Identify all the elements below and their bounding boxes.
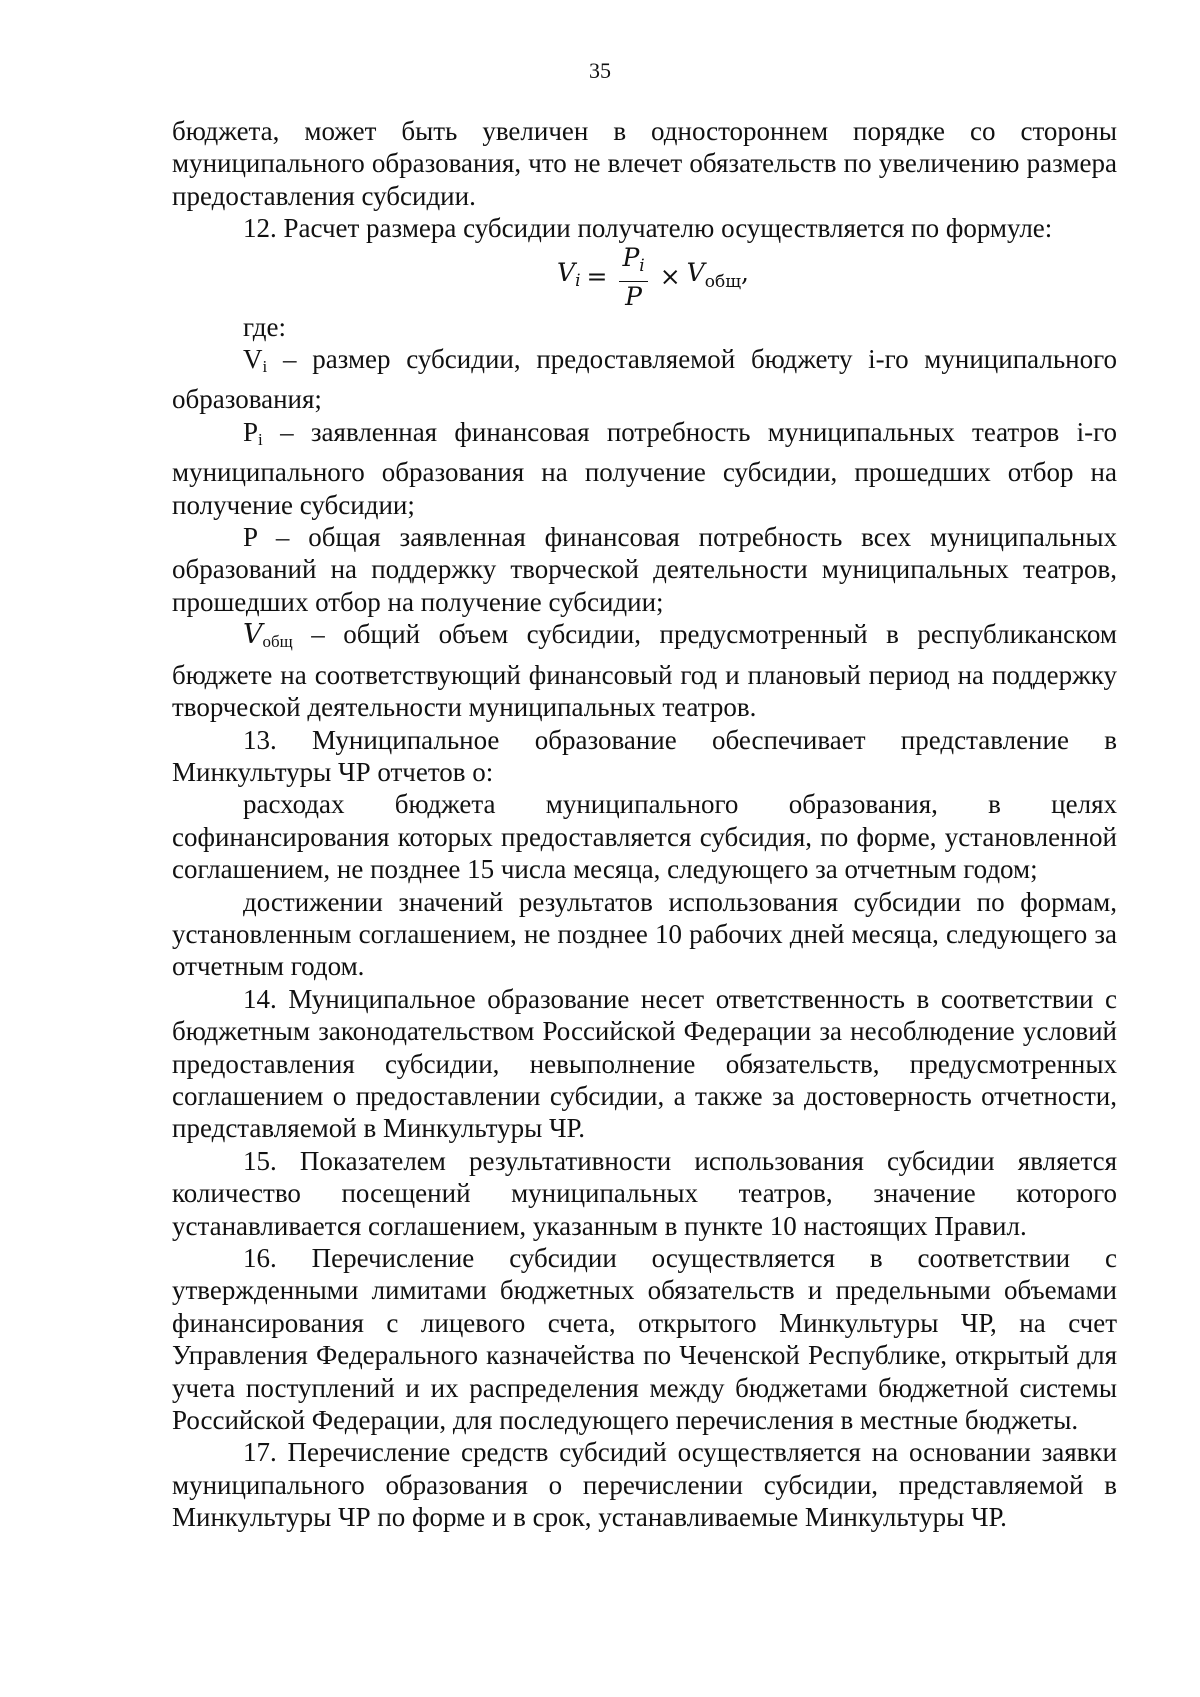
definition-vi: Vi – размер субсидии, предоставляемой бюджету i-го муниципального образования; (172, 344, 1117, 415)
formula-numerator: $P_i$ (619, 243, 647, 282)
paragraph-intro: бюджета, может быть увеличен в одностороннем порядке со стороны муниципального образования, что не влечет обязательств по увеличению размера предоставления субсидии. (172, 116, 1117, 211)
formula-lhs: $V_i$ (557, 258, 581, 292)
formula-denominator: P (625, 282, 642, 312)
paragraph-13-expenses: расходах бюджета муниципального образования, в целях софинансирования которых предоставляется субсидия, по форме, установленной соглашением, не позднее 15 числа месяца, следующего за отчетным годом; (172, 789, 1117, 885)
formula-equals: = (586, 262, 608, 292)
paragraph-14: 14. Муниципальное образование несет ответственность в соответствии с бюджетным законодательством Российской Федерации за несоблюдение условий предоставления субсидии, невыполнение обязательств, предусмотренных соглашением о предоставлении субсидии, а также за достоверность отчетности, представляемой в Минкультуры ЧР. (172, 983, 1117, 1144)
subsidy-formula (172, 245, 1117, 311)
formula-fraction (619, 243, 647, 312)
paragraph-13: 13. Муниципальное образование обеспечивает представление в Минкультуры ЧР отчетов о: (172, 724, 1117, 787)
paragraph-12: 12. Расчет размера субсидии получателю осуществляется по формуле: (243, 213, 1053, 244)
page-number: 35 (589, 58, 611, 83)
paragraph-16: 16. Перечисление субсидии осуществляется в соответствии с утвержденными лимитами бюджетных обязательств и предельными объемами финансирования с лицевого счета, открытого Минкультуры ЧР, на счет Управления Федерального казначейства по Чеченской Республике, открытый для учета поступлений и их распределения между бюджетами бюджетной системы Российской Федерации, для последующего перечисления в местные бюджеты. (172, 1243, 1117, 1436)
definition-vobsh: Vобщ – общий объем субсидии, предусмотренный в республиканском бюджете на соответствующий финансовый год и плановый период на поддержку творческой деятельности муниципальных театров. (172, 619, 1117, 723)
definition-pi: Pi – заявленная финансовая потребность муниципальных театров i-го муниципального образования на получение субсидии, прошедших отбор на получение субсидии; (172, 416, 1117, 520)
paragraph-15: 15. Показателем результативности использования субсидии является количество посещений муниципальных театров, значение которого устанавливается соглашением, указанным в пункте 10 настоящих Правил. (172, 1145, 1117, 1241)
paragraph-where: где: (243, 311, 286, 342)
document-body (172, 115, 1117, 1534)
formula-rhs: $V_{общ}$, (686, 257, 749, 292)
paragraph-17: 17. Перечисление средств субсидий осуществляется на основании заявки муниципального образования о перечислении субсидии, представляемой в Минкультуры ЧР по форме и в срок, устанавливаемые Минкультуры ЧР. (172, 1437, 1117, 1533)
formula-times: × (659, 262, 681, 292)
definition-p: P – общая заявленная финансовая потребность всех муниципальных образований на поддержку творческой деятельности муниципальных театров, прошедших отбор на получение субсидии; (172, 522, 1117, 617)
paragraph-13-results: достижении значений результатов использования субсидии по формам, установленным соглашением, не позднее 10 рабочих дней месяца, следующего за отчетным годом. (172, 886, 1117, 982)
